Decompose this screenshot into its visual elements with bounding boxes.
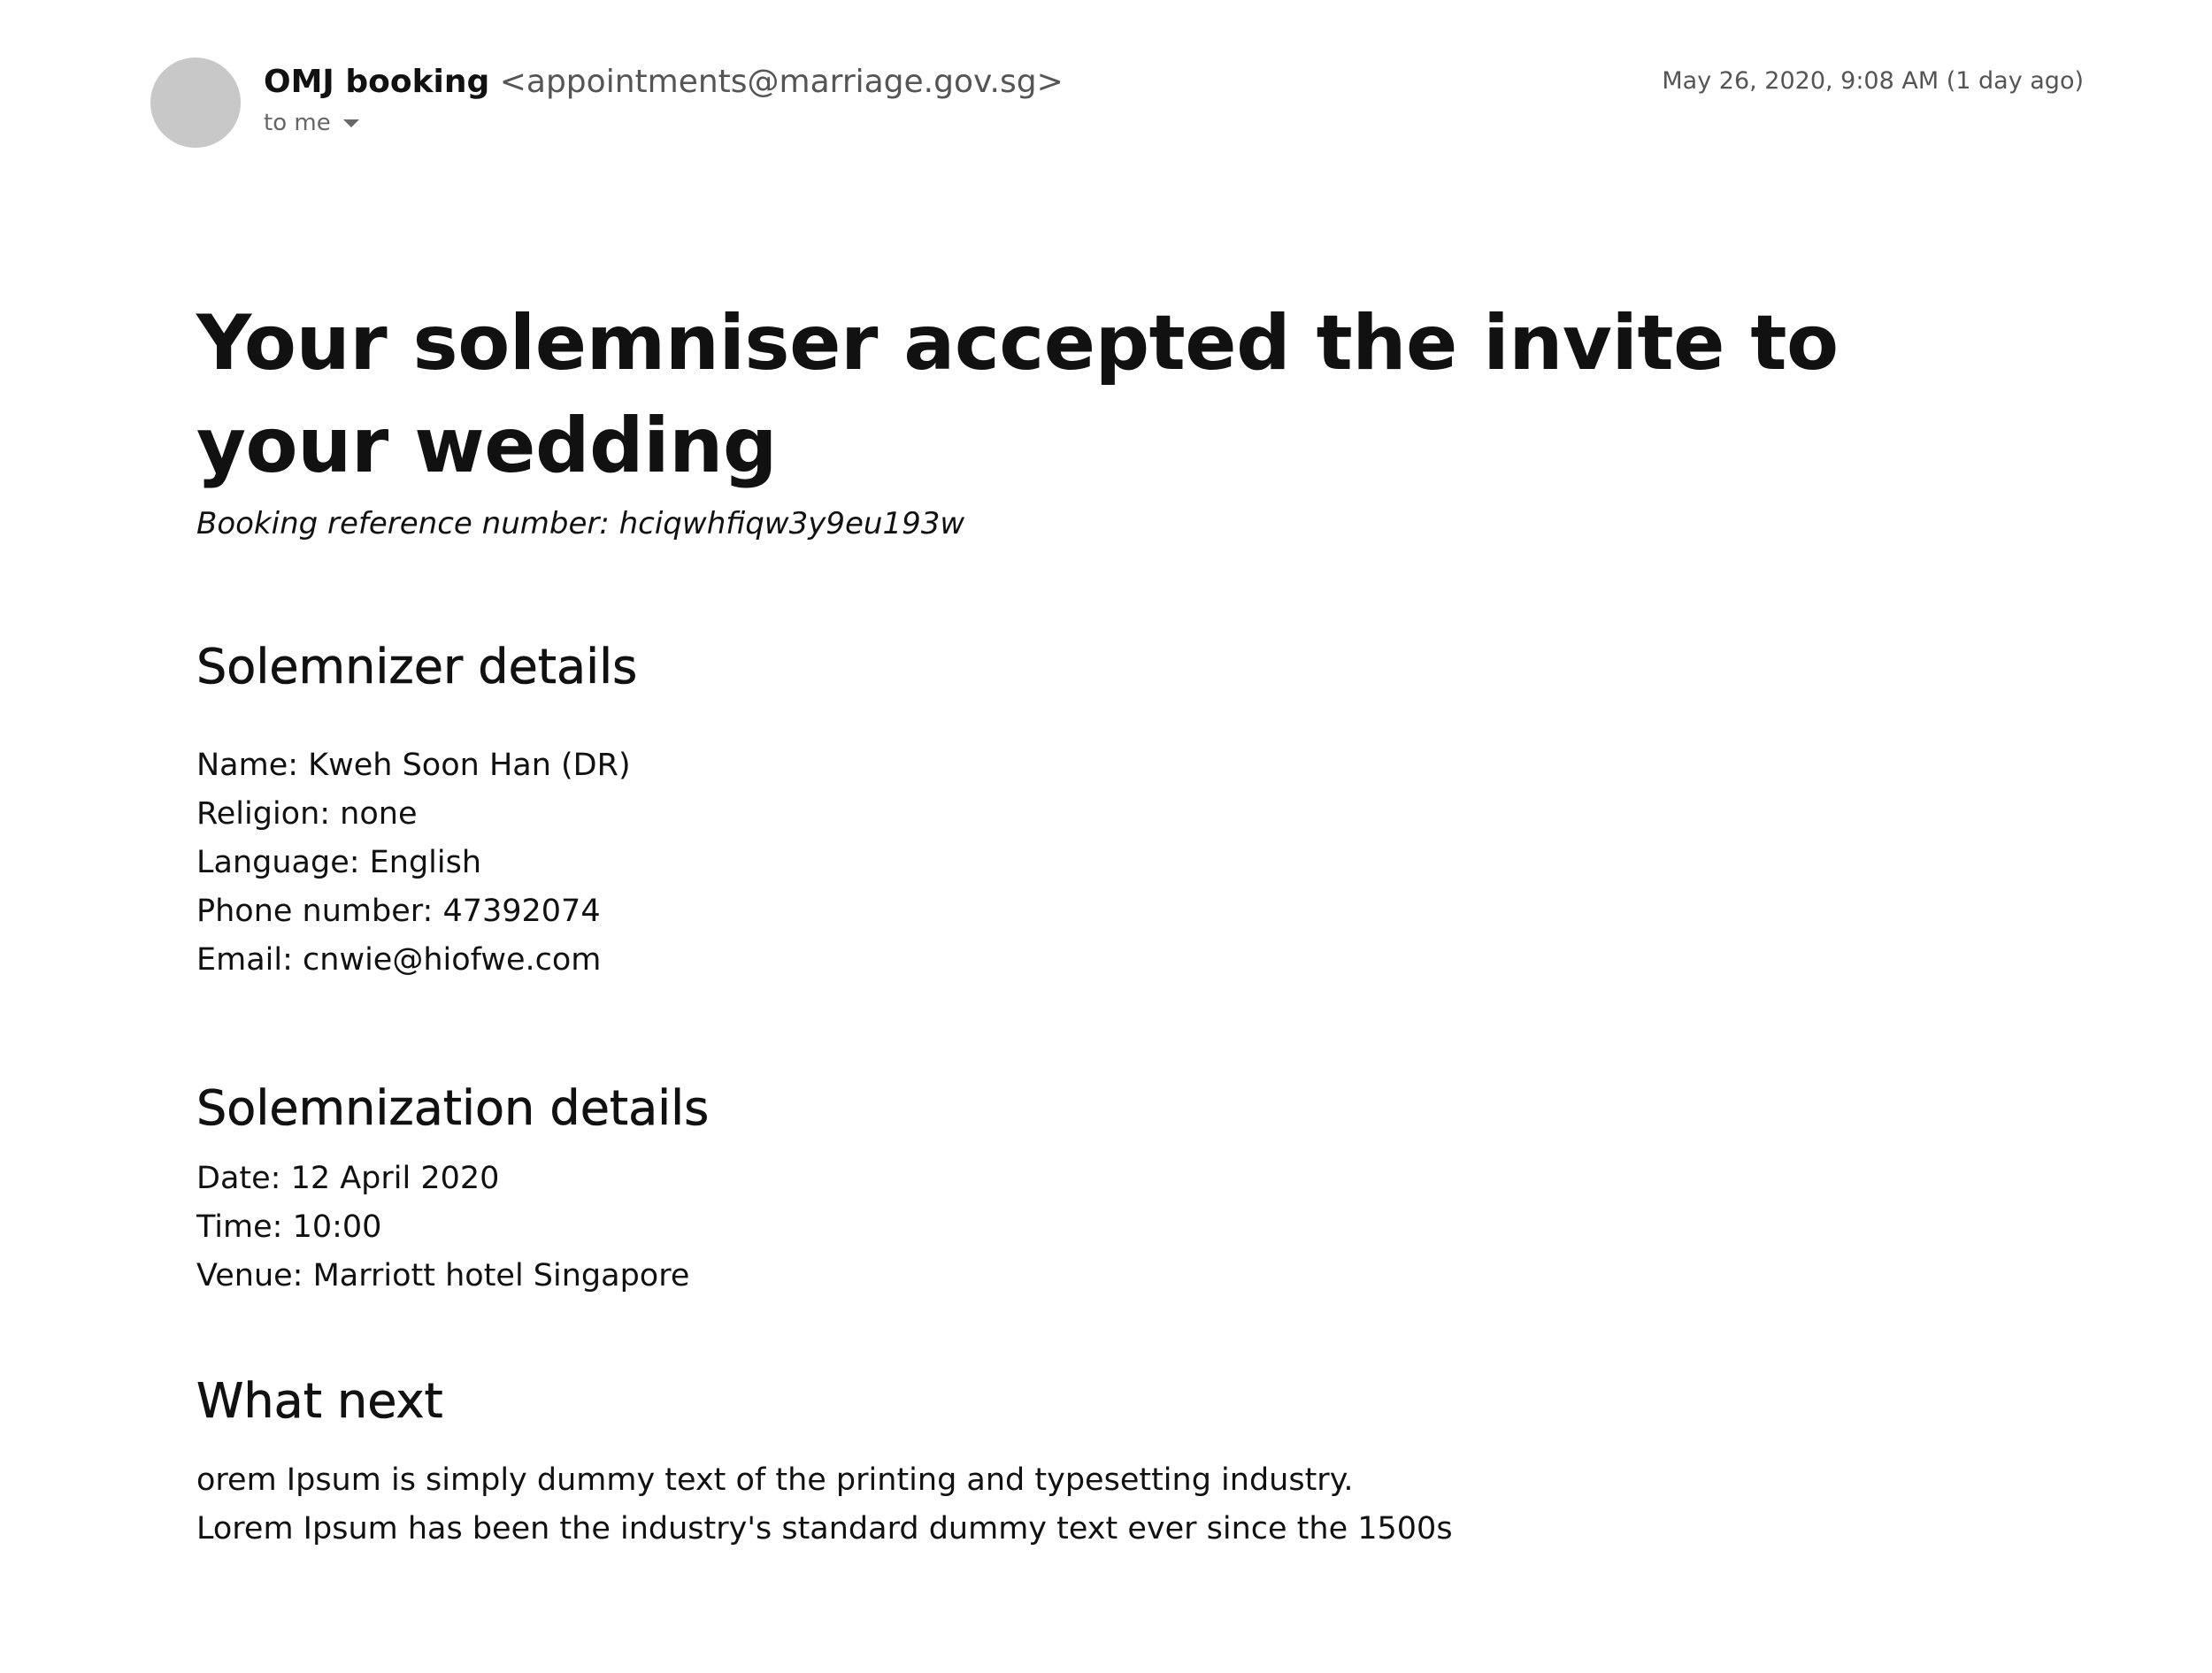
sender-avatar[interactable] [150,58,241,148]
solemnization-details [196,1155,1878,1301]
email-body [196,292,1878,1554]
what-next-text: orem Ipsum is simply dummy text of the printing and typesetting industry. Lorem Ipsum has been the industry's standard dummy text ever since the 1500s [196,1462,1453,1546]
sender-email: <appointments@marriage.gov.sg> [499,64,1064,100]
what-next-section [196,1370,1878,1554]
recipient-toggle[interactable] [264,108,359,138]
what-next-heading: What next [196,1373,443,1429]
email-title: Your solemniser accepted the invite to your wedding [196,299,1839,490]
solemnizer-name: Name: Kweh Soon Han (DR) [196,748,631,783]
solemnization-time: Time: 10:00 [196,1209,382,1245]
solemnizer-heading: Solemnizer details [196,639,638,695]
email-date: May 26, 2020, 9:08 AM (1 day ago) [1662,67,2084,95]
solemnizer-religion: Religion: none [196,796,418,832]
solemnizer-language: Language: English [196,845,482,880]
solemnizer-email: Email: cnwie@hiofwe.com [196,942,602,978]
recipient-label: to me [264,110,331,136]
booking-reference: Booking reference number: hciqwhfiqw3y9eu193w [196,506,965,541]
solemnizer-section [196,635,1878,985]
email-header [0,0,2212,177]
solemnization-heading: Solemnization details [196,1080,710,1136]
sender-name[interactable]: OMJ booking [264,64,490,100]
solemnizer-details [196,741,1878,985]
caret-down-icon[interactable] [343,119,359,127]
solemnization-venue: Venue: Marriott hotel Singapore [196,1258,690,1293]
solemnizer-phone: Phone number: 47392074 [196,894,601,929]
solemnization-section [196,1077,1878,1301]
sender-info [264,60,1064,104]
solemnization-date: Date: 12 April 2020 [196,1161,500,1196]
